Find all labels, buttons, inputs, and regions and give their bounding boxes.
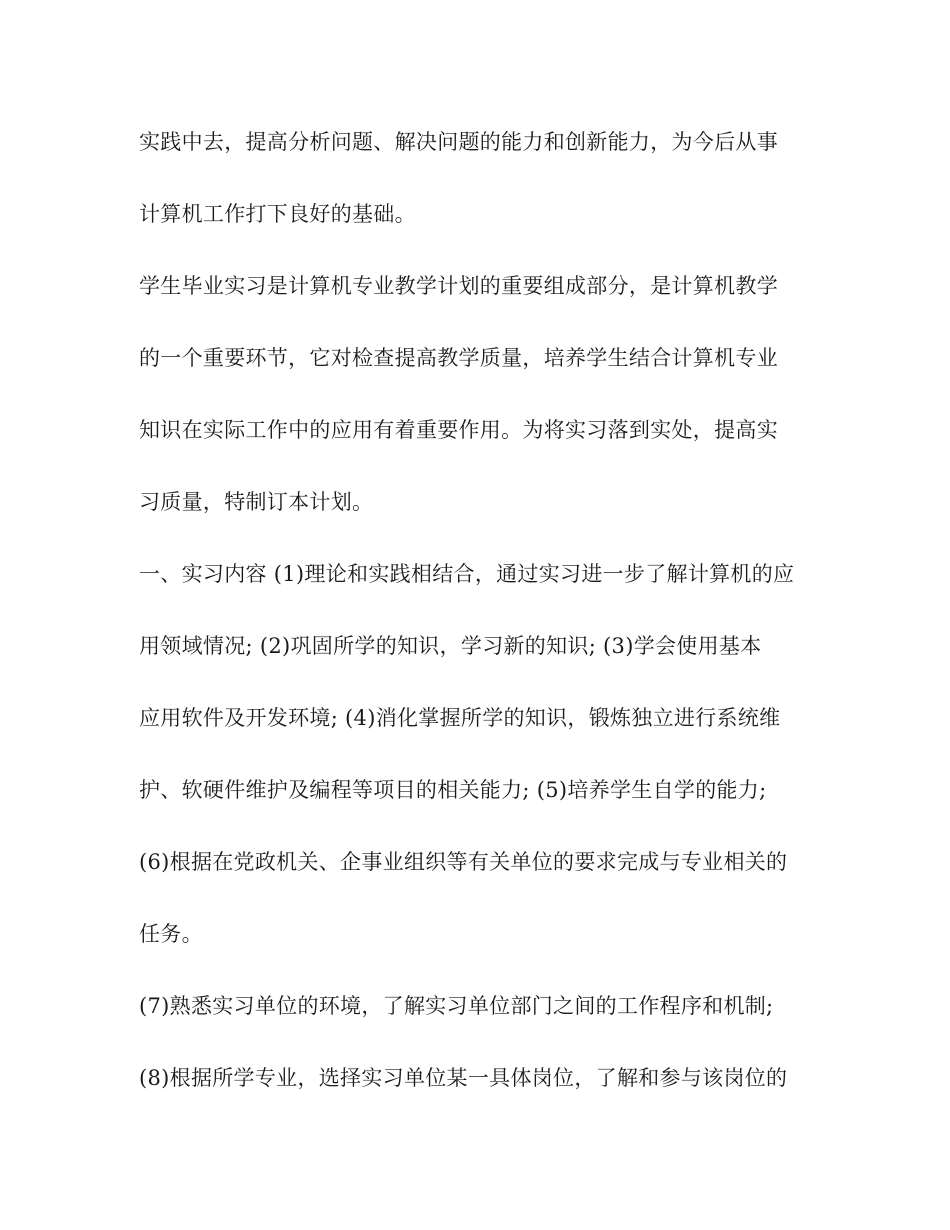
text-line: (7)熟悉实习单位的环境，了解实习单位部门之间的工作程序和机制; bbox=[139, 994, 774, 1018]
text-line: 实践中去，提高分析问题、解决问题的能力和创新能力，为今后从事 bbox=[139, 130, 778, 154]
text-line: 的一个重要环节，它对检查提高教学质量，培养学生结合计算机专业 bbox=[139, 346, 778, 370]
text-line: 学生毕业实习是计算机专业教学计划的重要组成部分，是计算机教学 bbox=[139, 274, 778, 298]
text-line: 护、软硬件维护及编程等项目的相关能力; (5)培养学生自学的能力; bbox=[139, 778, 767, 802]
text-line: 应用软件及开发环境; (4)消化掌握所学的知识，锻炼独立进行系统维 bbox=[139, 706, 781, 730]
text-line: (6)根据在党政机关、企事业组织等有关单位的要求完成与专业相关的 bbox=[139, 850, 788, 874]
text-line: 任务。 bbox=[139, 922, 203, 946]
text-line: 习质量，特制订本计划。 bbox=[139, 490, 374, 514]
text-line: 知识在实际工作中的应用有着重要作用。为将实习落到实处，提高实 bbox=[139, 418, 778, 442]
text-line: 用领域情况; (2)巩固所学的知识，学习新的知识; (3)学会使用基本 bbox=[139, 634, 762, 658]
text-line: 计算机工作打下良好的基础。 bbox=[139, 202, 416, 226]
text-line: (8)根据所学专业，选择实习单位某一具体岗位，了解和参与该岗位的 bbox=[139, 1066, 788, 1090]
text-line: 一、实习内容 (1)理论和实践相结合，通过实习进一步了解计算机的应 bbox=[139, 562, 795, 586]
